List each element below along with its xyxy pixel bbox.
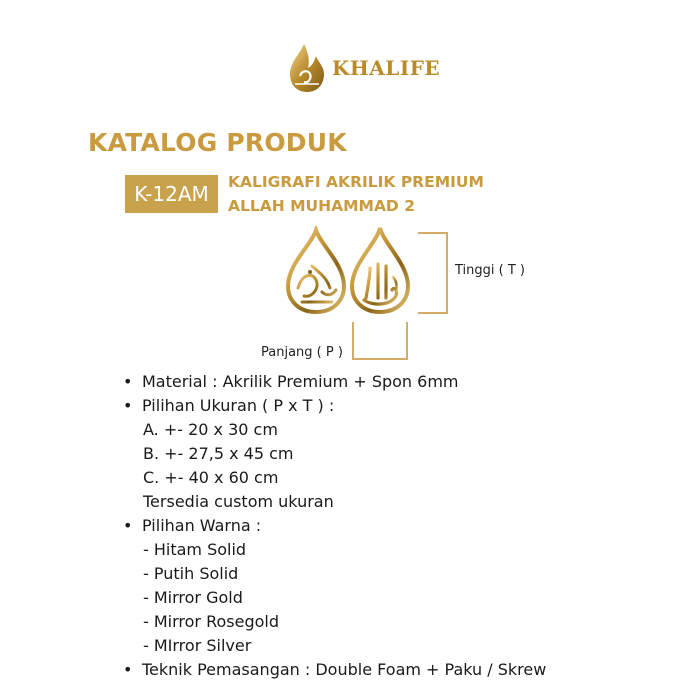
size-option: C. +- 40 x 60 cm: [143, 468, 279, 487]
flame-monogram-icon: [280, 40, 334, 96]
bullet-icon: •: [123, 516, 133, 535]
custom-size-note: Tersedia custom ukuran: [143, 492, 334, 511]
allah-calligraphy-drop: [352, 228, 408, 312]
size-option: A. +- 20 x 30 cm: [143, 420, 278, 439]
brand-name: KHALIFE: [332, 56, 441, 80]
bullet-icon: •: [123, 372, 133, 391]
product-name: [228, 170, 484, 218]
product-code-badge: K-12AM: [125, 175, 218, 213]
color-option: - Putih Solid: [143, 564, 239, 583]
calligraphy-product-image: [282, 226, 412, 318]
page-title: KATALOG PRODUK: [88, 128, 347, 157]
color-option: - MIrror Silver: [143, 636, 252, 655]
brand-logo: [280, 40, 441, 96]
product-name-line-1: KALIGRAFI AKRILIK PREMIUM: [228, 173, 484, 191]
spec-list: [122, 370, 682, 682]
length-dimension-bracket: [352, 322, 408, 360]
height-dimension-bracket: [418, 232, 448, 314]
height-label: Tinggi ( T ): [455, 263, 525, 278]
spec-installation: [122, 658, 682, 682]
product-name-line-2: ALLAH MUHAMMAD 2: [228, 197, 415, 215]
color-option: - Hitam Solid: [143, 540, 247, 559]
spec-material: [122, 370, 682, 394]
color-option: - Mirror Rosegold: [143, 612, 279, 631]
color-option: - Mirror Gold: [143, 588, 243, 607]
muhammad-calligraphy-drop: [288, 230, 344, 312]
bullet-icon: •: [123, 660, 133, 679]
bullet-icon: •: [123, 396, 133, 415]
length-label: Panjang ( P ): [261, 345, 343, 360]
spec-installation-text: Teknik Pemasangan : Double Foam + Paku / Skrew: [142, 660, 547, 679]
spec-size-heading: Pilihan Ukuran ( P x T ) :: [142, 396, 335, 415]
size-option: B. +- 27,5 x 45 cm: [143, 444, 294, 463]
spec-color: [122, 514, 682, 538]
spec-material-text: Material : Akrilik Premium + Spon 6mm: [142, 372, 459, 391]
spec-size: [122, 394, 682, 418]
spec-color-heading: Pilihan Warna :: [142, 516, 262, 535]
